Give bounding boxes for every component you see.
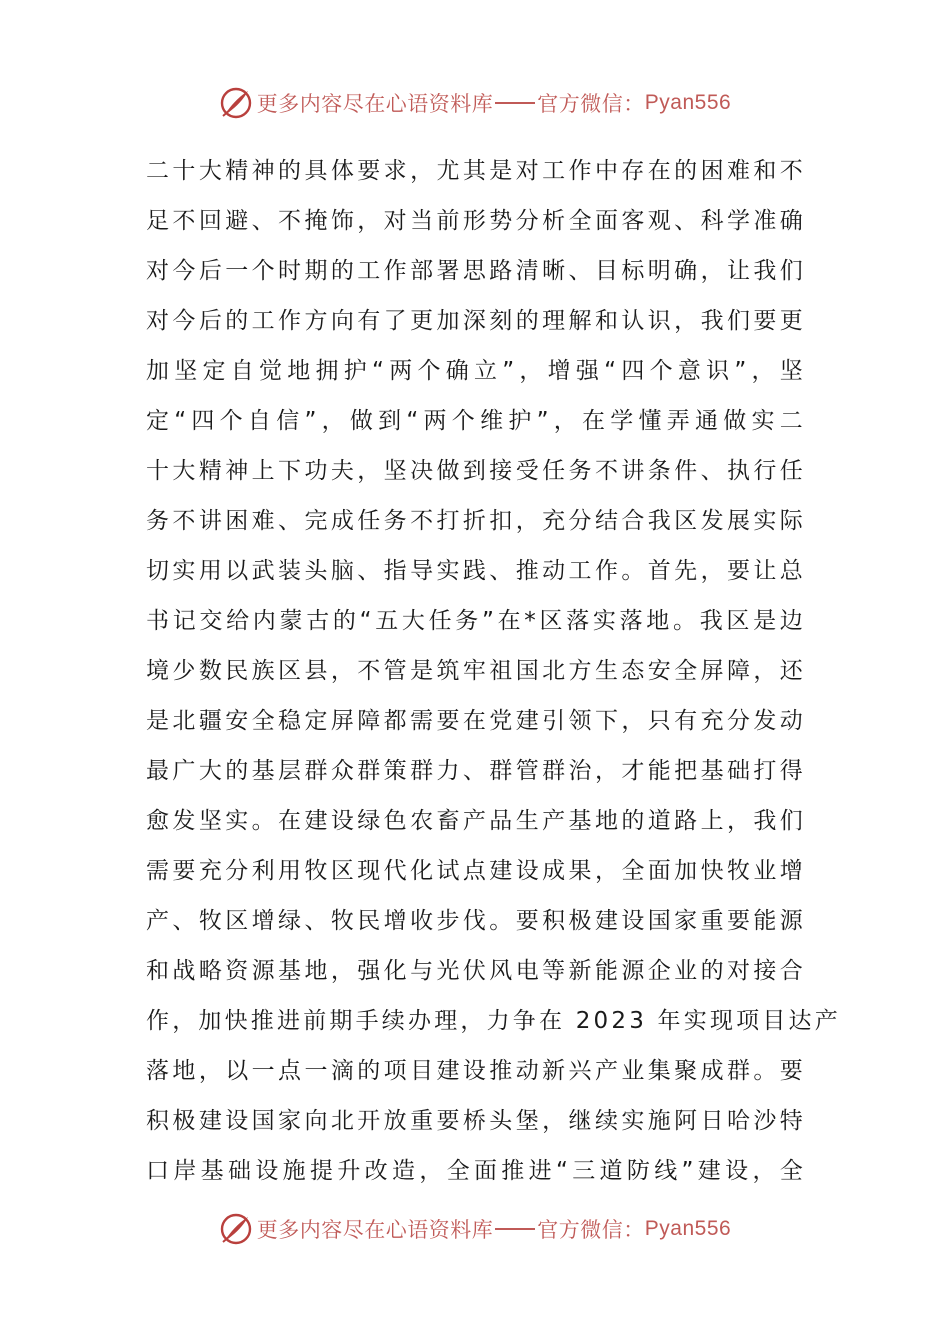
text-line: 产、牧区增绿、牧民增收步伐。要积极建设国家重要能源 (146, 908, 806, 934)
watermark-official-label: 官方微信： (537, 1218, 645, 1242)
text-line: 加坚定自觉地拥护“两个确立”，增强“四个意识”，坚 (146, 358, 806, 384)
text-line: 是北疆安全稳定屏障都需要在党建引领下，只有充分发动 (146, 708, 806, 734)
footer-watermark (0, 1212, 950, 1246)
text-line: 和战略资源基地，强化与光伏风电等新能源企业的对接合 (146, 958, 806, 984)
document-body (146, 146, 841, 1196)
text-line: 口岸基础设施提升改造，全面推进“三道防线”建设，全 (146, 1158, 806, 1184)
text-line: 积极建设国家向北开放重要桥头堡，继续实施阿日哈沙特 (146, 1108, 806, 1134)
text-line: 愈发坚实。在建设绿色农畜产品生产基地的道路上，我们 (146, 808, 806, 834)
watermark-dash (495, 1228, 535, 1230)
text-line: 切实用以武装头脑、指导实践、推动工作。首先，要让总 (146, 558, 806, 584)
text-line: 足不回避、不掩饰，对当前形势分析全面客观、科学准确 (146, 208, 806, 234)
text-line: 十大精神上下功夫，坚决做到接受任务不讲条件、执行任 (146, 458, 806, 484)
watermark-wechat-id: Pyan556 (644, 91, 732, 114)
text-line: 二十大精神的具体要求，尤其是对工作中存在的困难和不 (146, 158, 806, 184)
text-line: 对今后一个时期的工作部署思路清晰、目标明确，让我们 (146, 258, 806, 284)
text-line: 对今后的工作方向有了更加深刻的理解和认识，我们要更 (146, 308, 806, 334)
text-line: 需要充分利用牧区现代化试点建设成果，全面加快牧业增 (146, 858, 806, 884)
watermark-text: 更多内容尽在心语资料库 (256, 1218, 494, 1242)
text-line: 境少数民族区县，不管是筑牢祖国北方生态安全屏障，还 (146, 658, 806, 684)
watermark-dash (495, 102, 535, 104)
text-line: 最广大的基层群众群策群力、群管群治，才能把基础打得 (146, 758, 806, 784)
quill-logo-icon (219, 86, 253, 120)
watermark-wechat-id: Pyan556 (644, 1217, 732, 1240)
text-line: 作，加快推进前期手续办理，力争在 2023 年实现项目达产 (146, 1008, 841, 1034)
text-line: 落地，以一点一滴的项目建设推动新兴产业集聚成群。要 (146, 1058, 806, 1084)
header-watermark (0, 86, 950, 120)
watermark-text: 更多内容尽在心语资料库 (256, 92, 494, 116)
text-line: 书记交给内蒙古的“五大任务”在*区落实落地。我区是边 (146, 608, 806, 634)
quill-logo-icon (219, 1212, 253, 1246)
text-line: 定“四个自信”，做到“两个维护”，在学懂弄通做实二 (146, 408, 806, 434)
text-line: 务不讲困难、完成任务不打折扣，充分结合我区发展实际 (146, 508, 806, 534)
watermark-official-label: 官方微信： (537, 92, 645, 116)
